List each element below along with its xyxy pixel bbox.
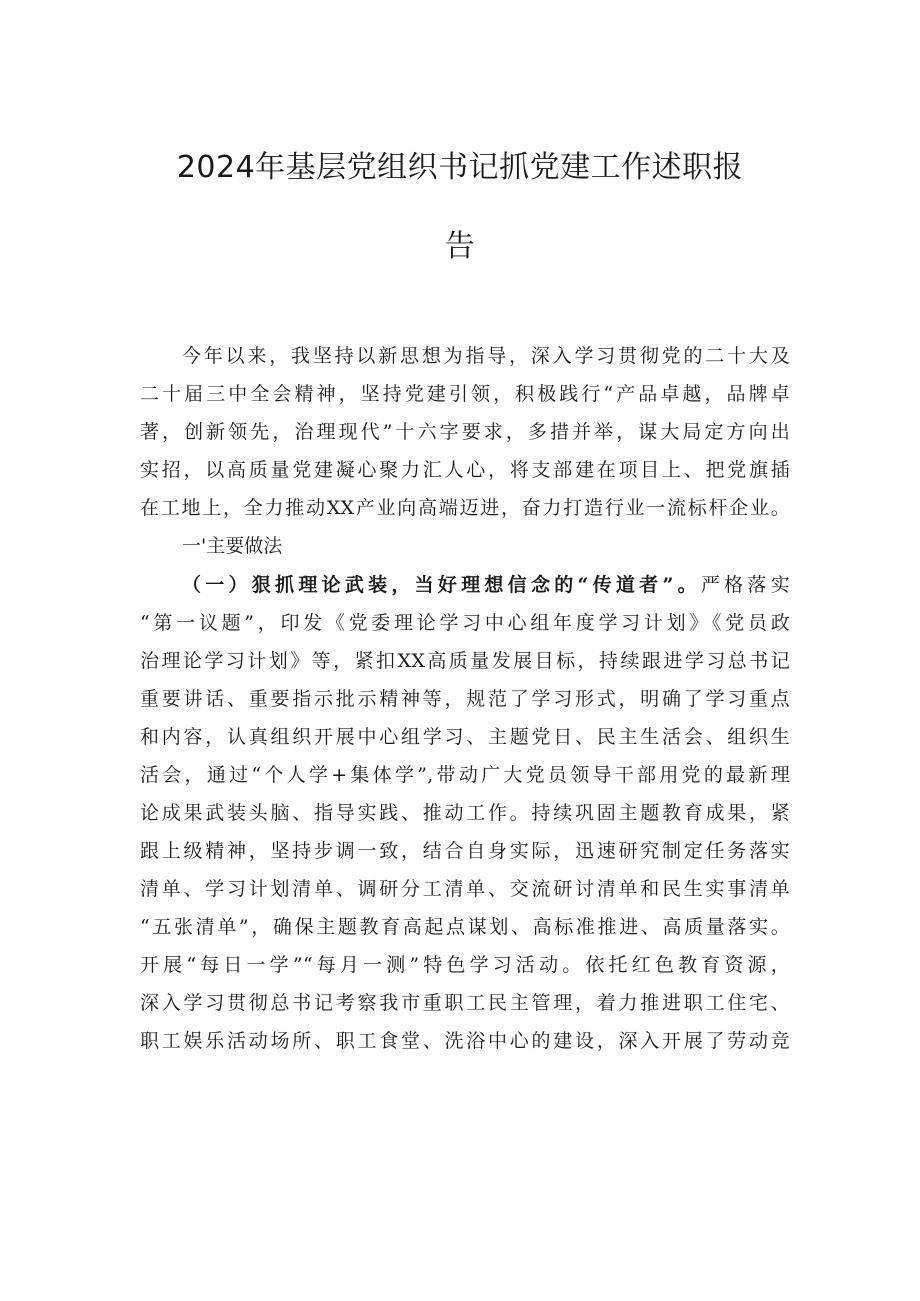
subsection-line-1 <box>182 571 790 599</box>
body-line-12: 职工娱乐活动场所、职工食堂、洗浴中心的建设，深入开展了劳动竞 <box>140 1030 790 1052</box>
section-heading: 一'主要做法 <box>182 535 283 557</box>
intro-line-4: 实招，以高质量党建凝心聚力汇人心，将支部建在项目上、把党旗插 <box>140 459 790 481</box>
subsection-first-rest: 严格落实 <box>700 574 790 596</box>
document-title-line-1: 2024年基层党组织书记抓党建工作述职报 <box>176 150 744 185</box>
body-line-3: 重要讲话、重要指示批示精神等，规范了学习形式，明确了学习重点 <box>140 688 790 710</box>
intro-line-1: 今年以来，我坚持以新思想为指导，深入学习贯彻党的二十大及 <box>182 345 790 367</box>
subsection-heading: （一）狠抓理论武装，当好理想信念的“传道者”。 <box>182 574 701 596</box>
intro-line-5: 在工地上，全力推动XX产业向高端迈进，奋力打造行业一流标杆企业。 <box>140 497 790 519</box>
body-line-10: 开展“每日一学”“每月一测”特色学习活动。依托红色教育资源， <box>140 954 790 976</box>
intro-line-2: 二十届三中全会精神，坚持党建引领，积极践行“产品卓越，品牌卓 <box>140 383 790 405</box>
body-line-6: 论成果武装头脑、指导实践、推动工作。持续巩固主题教育成果，紧 <box>140 802 790 824</box>
body-line-1: “第一议题”，印发《党委理论学习中心组年度学习计划》《党员政 <box>140 612 790 634</box>
body-line-5: 活会，通过“个人学+集体学”,带动广大党员领导干部用党的最新理 <box>140 764 790 786</box>
intro-line-3: 著，创新领先，治理现代”十六字要求，多措并举，谋大局定方向出 <box>140 421 790 443</box>
body-line-8: 清单、学习计划清单、调研分工清单、交流研讨清单和民生实事清单 <box>140 878 790 900</box>
document-title-line-2: 告 <box>444 229 476 264</box>
body-line-4: 和内容，认真组织开展中心组学习、主题党日、民主生活会、组织生 <box>140 726 790 748</box>
body-line-11: 深入学习贯彻总书记考察我市重职工民主管理，着力推进职工住宅、 <box>140 992 790 1014</box>
body-line-7: 跟上级精神，坚持步调一致，结合自身实际，迅速研究制定任务落实 <box>140 840 790 862</box>
body-line-9: “五张清单”，确保主题教育高起点谋划、高标准推进、高质量落实。 <box>140 916 790 938</box>
body-line-2: 治理论学习计划》等，紧扣XX高质量发展目标，持续跟进学习总书记 <box>140 650 790 672</box>
